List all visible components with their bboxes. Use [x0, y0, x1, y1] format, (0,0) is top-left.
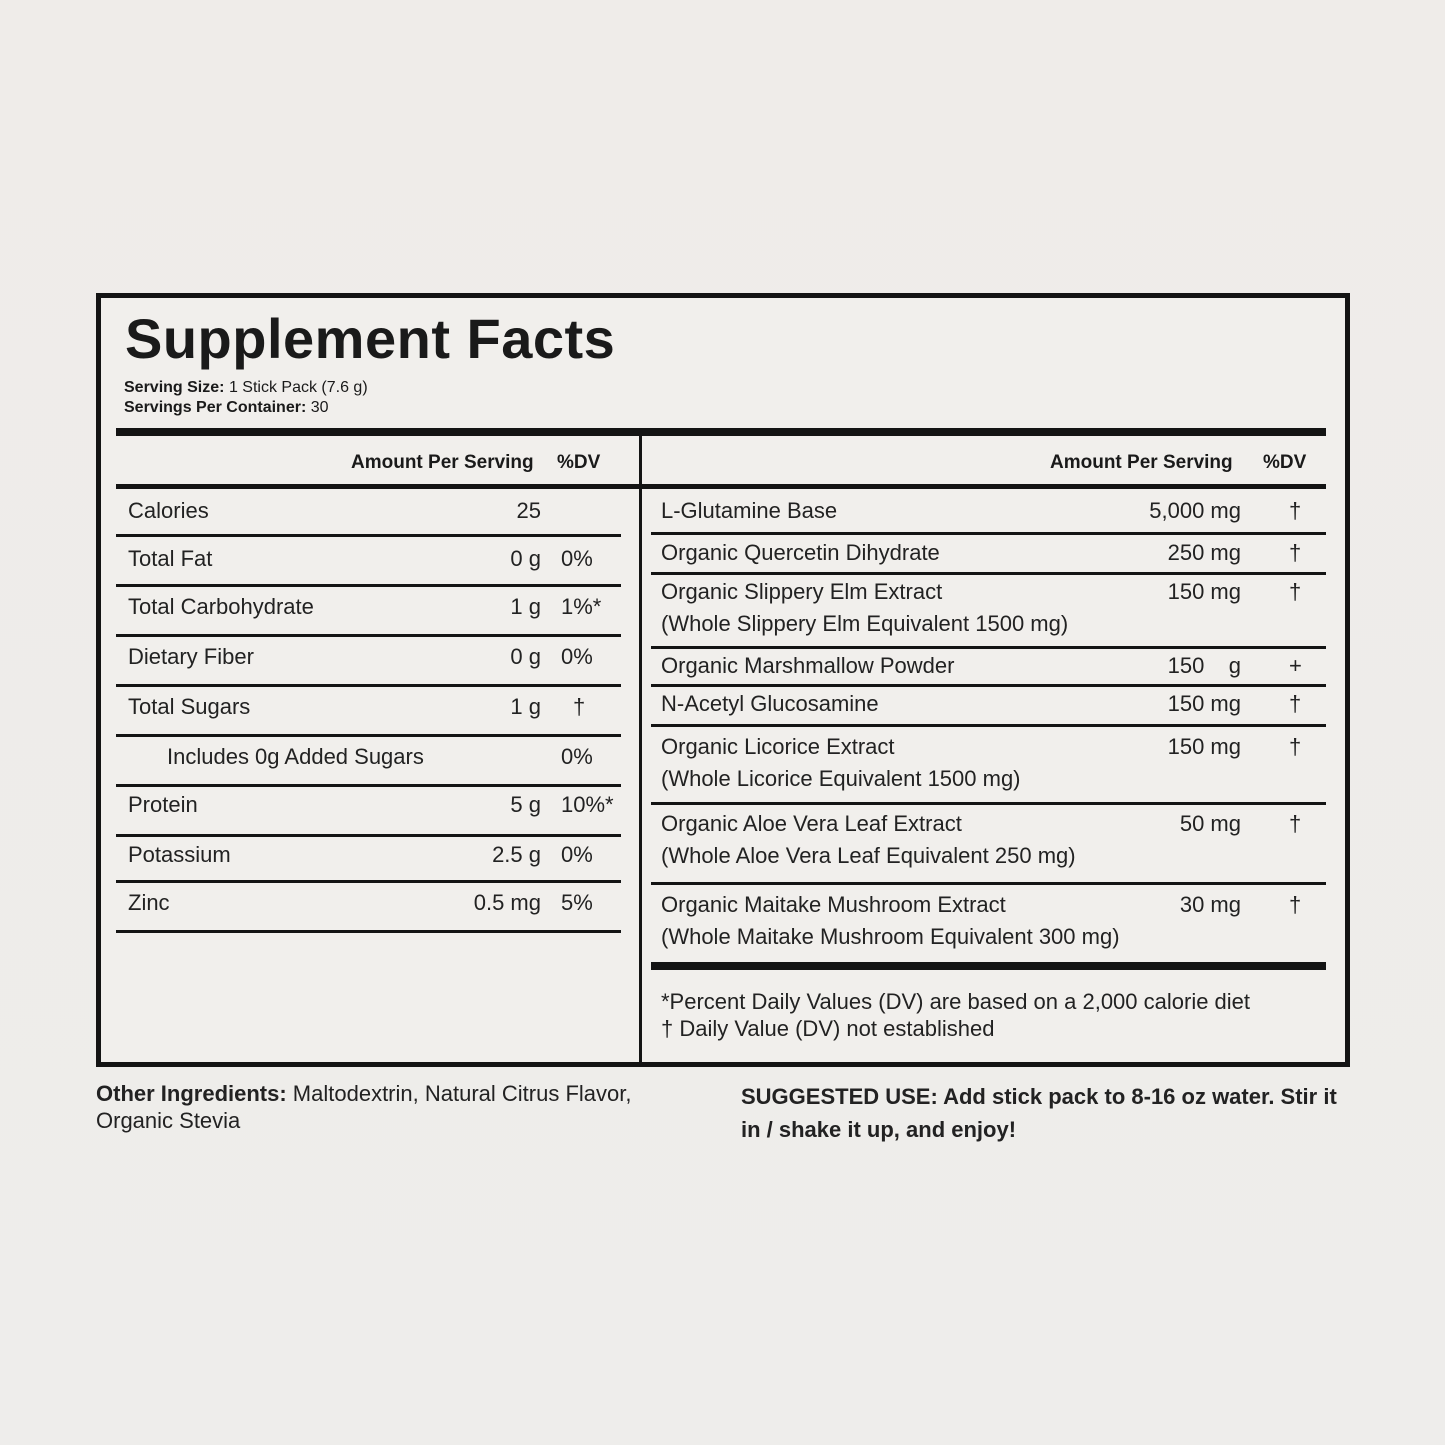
ingredient-amount: 150 mg [1167, 734, 1241, 759]
row-rule [116, 930, 621, 933]
ingredient-dv: † [1289, 540, 1302, 565]
right-amount-header: Amount Per Serving [1050, 452, 1233, 473]
serving-size-label: Serving Size: [124, 379, 225, 396]
serving-size-value: 1 Stick Pack (7.6 g) [228, 379, 368, 396]
ingredient-amount: 5,000 mg [1149, 498, 1241, 523]
row-rule [116, 584, 621, 587]
ingredient-name: Organic Licorice Extract [661, 734, 895, 759]
ingredient-dv: † [1289, 811, 1302, 836]
row-rule [116, 634, 621, 637]
ingredient-amount: 50 mg [1179, 811, 1241, 836]
right-header-rule [642, 484, 1326, 489]
suggested-use [741, 1080, 1361, 1146]
row-rule [651, 646, 1326, 649]
row-rule [116, 834, 621, 837]
ingredient-name: Organic Slippery Elm Extract [661, 579, 943, 604]
panel-title: Supplement Facts [125, 307, 616, 370]
nutrient-amount: 1 g [510, 694, 541, 719]
ingredient-name: Organic Aloe Vera Leaf Extract [661, 811, 962, 836]
nutrient-name: Zinc [128, 890, 170, 915]
ingredient-equivalent: (Whole Licorice Equivalent 1500 mg) [661, 766, 1021, 791]
nutrient-name: Dietary Fiber [128, 644, 254, 669]
nutrient-name: Protein [128, 792, 198, 817]
ingredient-name: Organic Maitake Mushroom Extract [661, 892, 1006, 917]
servings-per-container-label: Servings Per Container: [124, 399, 307, 416]
ingredient-dv: † [1289, 579, 1302, 604]
ingredient-name: Organic Marshmallow Powder [661, 653, 955, 678]
row-rule [651, 532, 1326, 535]
nutrient-amount: 0.5 mg [473, 890, 541, 915]
nutrient-amount: 2.5 g [492, 842, 541, 867]
ingredient-dv: + [1289, 653, 1302, 678]
footnote-divider [651, 962, 1326, 970]
nutrient-dv: 5% [561, 890, 593, 915]
nutrient-amount: 0 g [510, 644, 541, 669]
ingredient-name: N-Acetyl Glucosamine [661, 691, 879, 716]
row-rule [116, 784, 621, 787]
nutrient-dv: 0% [561, 744, 593, 769]
nutrient-dv: 10%* [561, 792, 614, 817]
row-rule [116, 684, 621, 687]
ingredient-dv: † [1289, 892, 1302, 917]
nutrient-amount: 5 g [510, 792, 541, 817]
row-rule [116, 534, 621, 537]
footnote-dv-not-established: † Daily Value (DV) not established [661, 1016, 995, 1041]
other-ingredients-label: Other Ingredients: [96, 1081, 287, 1106]
nutrient-dv: 0% [561, 644, 593, 669]
row-rule [651, 724, 1326, 727]
nutrient-name: Total Carbohydrate [128, 594, 314, 619]
left-dv-header: %DV [557, 452, 601, 473]
servings-per-container-value: 30 [310, 399, 329, 416]
row-rule [651, 572, 1326, 575]
ingredient-equivalent: (Whole Aloe Vera Leaf Equivalent 250 mg) [661, 843, 1076, 868]
ingredient-name: L-Glutamine Base [661, 498, 838, 523]
row-rule [651, 684, 1326, 687]
ingredient-equivalent: (Whole Maitake Mushroom Equivalent 300 mg) [661, 924, 1120, 949]
nutrient-name: Potassium [128, 842, 231, 867]
ingredient-dv: † [1289, 691, 1302, 716]
nutrient-name: Calories [128, 498, 209, 523]
footnote-dv-basis: *Percent Daily Values (DV) are based on a 2,000 calorie diet [661, 989, 1251, 1014]
suggested-use-label: SUGGESTED USE: [741, 1084, 938, 1109]
nutrient-dv: † [573, 694, 586, 719]
left-amount-header: Amount Per Serving [351, 452, 534, 473]
row-rule [651, 882, 1326, 885]
nutrient-amount: 1 g [510, 594, 541, 619]
ingredient-amount: 150 mg [1167, 579, 1241, 604]
nutrient-amount: 25 [516, 498, 541, 523]
nutrient-dv: 0% [561, 842, 593, 867]
left-header-rule [116, 484, 639, 489]
ingredient-amount: 250 mg [1167, 540, 1241, 565]
ingredient-equivalent: (Whole Slippery Elm Equivalent 1500 mg) [661, 611, 1069, 636]
right-dv-header: %DV [1263, 452, 1307, 473]
serving-info [124, 378, 368, 418]
ingredient-amount: 150 g [1167, 653, 1241, 678]
ingredient-dv: † [1289, 734, 1302, 759]
supplement-facts-panel [96, 293, 1350, 1067]
row-rule [651, 802, 1326, 805]
nutrient-amount: 0 g [510, 546, 541, 571]
ingredient-amount: 150 mg [1167, 691, 1241, 716]
nutrient-name: Includes 0g Added Sugars [167, 744, 424, 769]
ingredient-amount: 30 mg [1179, 892, 1241, 917]
ingredient-name: Organic Quercetin Dihydrate [661, 540, 940, 565]
row-rule [116, 734, 621, 737]
other-ingredients [96, 1080, 696, 1134]
column-divider [639, 436, 642, 1062]
top-divider [116, 428, 1326, 436]
nutrient-dv: 1%* [561, 594, 602, 619]
ingredient-dv: † [1289, 498, 1302, 523]
nutrient-name: Total Sugars [128, 694, 251, 719]
row-rule [116, 880, 621, 883]
other-ingredients-text: Maltodextrin, Natural Citrus Flavor, Organic Stevia [96, 1081, 632, 1133]
suggested-use-text: Add stick pack to 8-16 oz water. Stir it in / shake it up, and enjoy! [741, 1084, 1337, 1142]
nutrient-dv: 0% [561, 546, 593, 571]
nutrient-name: Total Fat [128, 546, 213, 571]
